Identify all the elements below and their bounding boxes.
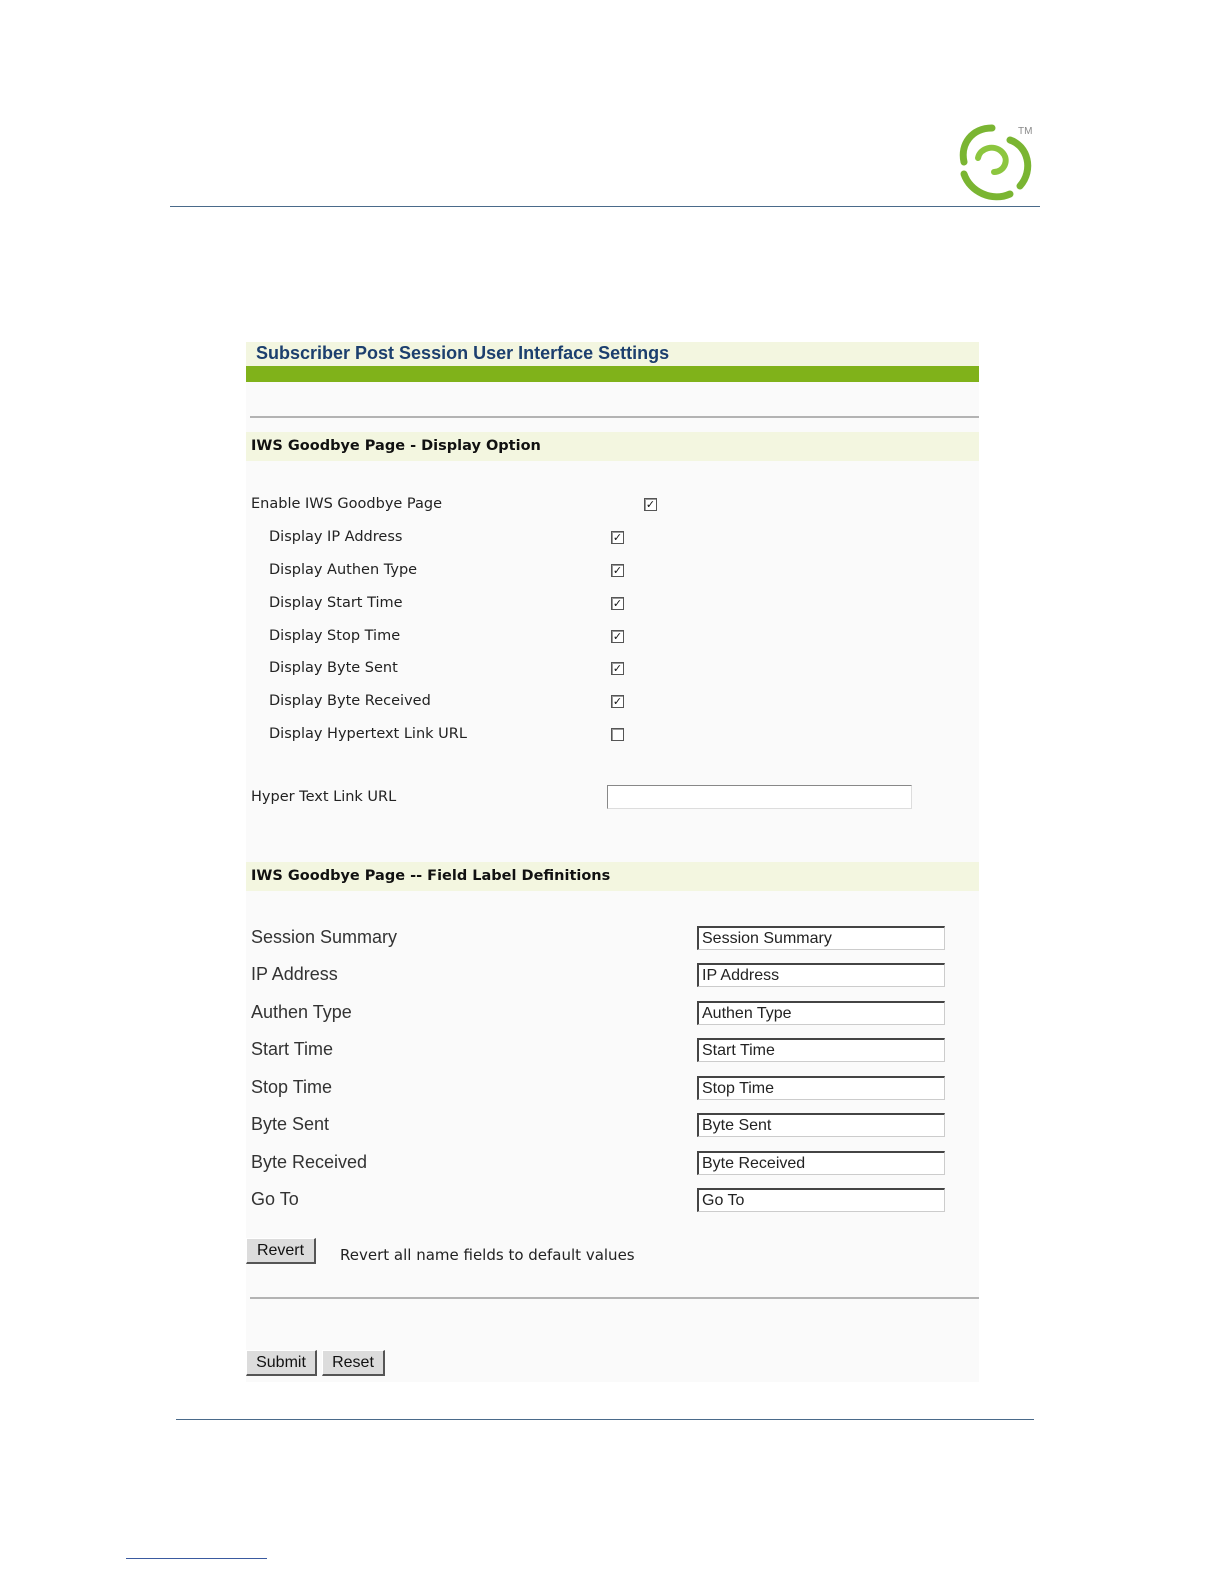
hypertext-url-input[interactable] — [607, 785, 912, 809]
byte-received-label: Byte Received — [251, 1152, 368, 1172]
byte-sent-label: Byte Sent — [251, 1114, 330, 1134]
revert-note: Revert all name fields to default values — [340, 1246, 635, 1264]
ip-address-label: IP Address — [251, 964, 338, 984]
session-summary-label: Session Summary — [251, 927, 398, 947]
authen-type-input[interactable] — [697, 1001, 945, 1025]
footer-rule — [176, 1419, 1034, 1420]
display-start-checkbox[interactable]: ✓ — [612, 597, 623, 610]
start-time-input[interactable] — [697, 1038, 945, 1062]
enable-goodbye-checkbox[interactable]: ✓ — [645, 498, 656, 511]
session-summary-input[interactable] — [697, 926, 945, 950]
stop-time-input[interactable] — [697, 1076, 945, 1100]
display-byte-sent-checkbox[interactable]: ✓ — [612, 662, 623, 675]
authen-type-label: Authen Type — [251, 1002, 352, 1022]
display-stop-label: Display Stop Time — [269, 628, 401, 644]
field-labels-heading: IWS Goodbye Page -- Field Label Definitions — [246, 862, 979, 891]
reset-button[interactable]: Reset — [322, 1350, 385, 1376]
display-byte-received-checkbox[interactable]: ✓ — [612, 695, 623, 708]
start-time-label: Start Time — [251, 1039, 334, 1059]
url-label: Hyper Text Link URL — [251, 789, 397, 805]
display-option-heading: IWS Goodbye Page - Display Option — [246, 432, 979, 461]
title-accent-band — [246, 366, 979, 382]
display-hypertext-checkbox[interactable] — [611, 728, 624, 741]
ip-address-input[interactable] — [697, 963, 945, 987]
enable-goodbye-label: Enable IWS Goodbye Page — [251, 496, 443, 512]
display-hypertext-label: Display Hypertext Link URL — [269, 726, 467, 742]
header-rule — [170, 206, 1040, 207]
footer-link-rule — [126, 1558, 267, 1559]
display-authen-label: Display Authen Type — [269, 562, 418, 578]
revert-button[interactable]: Revert — [246, 1238, 316, 1264]
go-to-label: Go To — [251, 1189, 299, 1209]
trademark-mark: TM — [1018, 126, 1033, 137]
byte-sent-input[interactable] — [697, 1113, 945, 1137]
display-byte-sent-label: Display Byte Sent — [269, 660, 398, 676]
title-bar — [246, 342, 979, 366]
stop-time-label: Stop Time — [251, 1077, 333, 1097]
divider-bottom — [250, 1297, 979, 1299]
divider-top — [250, 416, 979, 418]
page-title: Subscriber Post Session User Interface Settings — [256, 343, 670, 363]
display-ip-checkbox[interactable]: ✓ — [612, 531, 623, 544]
display-authen-checkbox[interactable]: ✓ — [612, 564, 623, 577]
display-ip-label: Display IP Address — [269, 529, 403, 545]
display-byte-received-label: Display Byte Received — [269, 693, 431, 709]
byte-received-input[interactable] — [697, 1151, 945, 1175]
display-start-label: Display Start Time — [269, 595, 403, 611]
settings-panel — [246, 342, 979, 1382]
display-stop-checkbox[interactable]: ✓ — [612, 630, 623, 643]
submit-button[interactable]: Submit — [246, 1350, 317, 1376]
go-to-input[interactable] — [697, 1188, 945, 1212]
